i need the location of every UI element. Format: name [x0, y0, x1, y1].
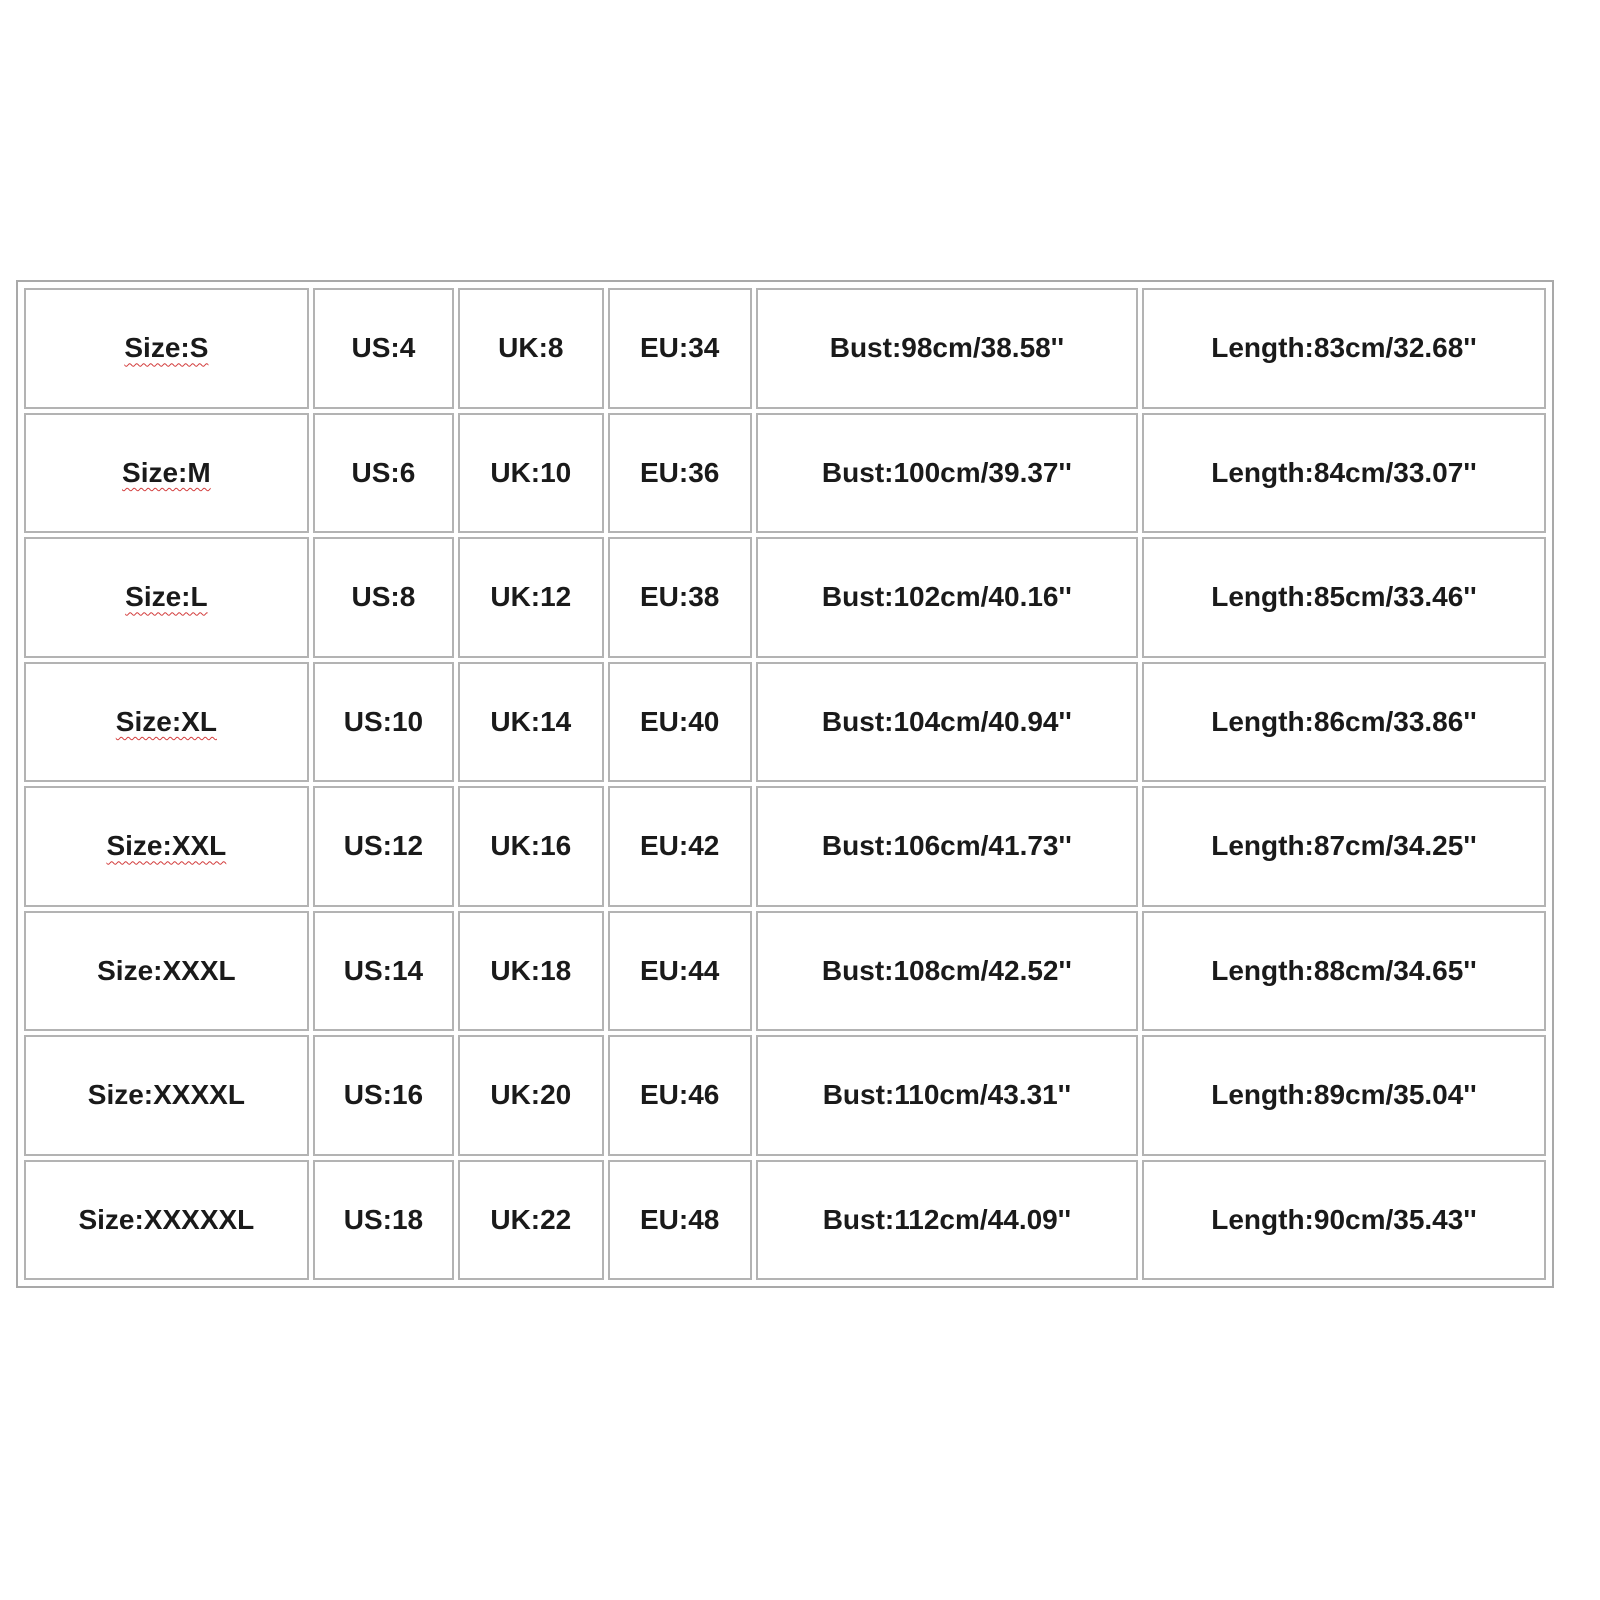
table-row [24, 1160, 1546, 1281]
uk-size-cell: UK:20 [458, 1035, 603, 1156]
size-label: Size:L [125, 581, 208, 613]
bust-cell: Bust:112cm/44.09'' [756, 1160, 1138, 1281]
table-row [24, 662, 1546, 783]
length-cell: Length:89cm/35.04'' [1142, 1035, 1546, 1156]
us-size-cell: US:4 [313, 288, 454, 409]
bust-cell: Bust:102cm/40.16'' [756, 537, 1138, 658]
size-label: Size:M [122, 456, 211, 488]
table-row [24, 786, 1546, 907]
eu-size-cell: EU:46 [608, 1035, 752, 1156]
size-cell [24, 911, 309, 1032]
size-cell [24, 1035, 309, 1156]
size-label: Size:XXL [106, 830, 227, 862]
us-size-cell: US:14 [313, 911, 454, 1032]
uk-size-cell: UK:18 [458, 911, 603, 1032]
length-cell: Length:85cm/33.46'' [1142, 537, 1546, 658]
uk-size-cell: UK:10 [458, 413, 603, 534]
length-cell: Length:90cm/35.43'' [1142, 1160, 1546, 1281]
us-size-cell: US:18 [313, 1160, 454, 1281]
eu-size-cell: EU:34 [608, 288, 752, 409]
table-row [24, 537, 1546, 658]
size-label: Size:XXXXL [87, 1079, 245, 1111]
bust-cell: Bust:100cm/39.37'' [756, 413, 1138, 534]
eu-size-cell: EU:36 [608, 413, 752, 534]
size-chart-table [20, 284, 1550, 1284]
size-cell [24, 537, 309, 658]
size-cell [24, 1160, 309, 1281]
table-row [24, 911, 1546, 1032]
size-cell [24, 662, 309, 783]
uk-size-cell: UK:14 [458, 662, 603, 783]
bust-cell: Bust:104cm/40.94'' [756, 662, 1138, 783]
size-label: Size:XXXL [97, 954, 236, 986]
bust-cell: Bust:106cm/41.73'' [756, 786, 1138, 907]
us-size-cell: US:6 [313, 413, 454, 534]
size-label: Size:S [124, 332, 209, 364]
size-label: Size:XXXXXL [78, 1203, 255, 1235]
length-cell: Length:83cm/32.68'' [1142, 288, 1546, 409]
size-label: Size:XL [115, 705, 217, 737]
table-row [24, 288, 1546, 409]
length-cell: Length:88cm/34.65'' [1142, 911, 1546, 1032]
size-cell [24, 786, 309, 907]
length-cell: Length:84cm/33.07'' [1142, 413, 1546, 534]
us-size-cell: US:12 [313, 786, 454, 907]
length-cell: Length:86cm/33.86'' [1142, 662, 1546, 783]
table-row [24, 413, 1546, 534]
bust-cell: Bust:110cm/43.31'' [756, 1035, 1138, 1156]
table-row [24, 1035, 1546, 1156]
eu-size-cell: EU:42 [608, 786, 752, 907]
eu-size-cell: EU:48 [608, 1160, 752, 1281]
eu-size-cell: EU:44 [608, 911, 752, 1032]
length-cell: Length:87cm/34.25'' [1142, 786, 1546, 907]
uk-size-cell: UK:22 [458, 1160, 603, 1281]
bust-cell: Bust:98cm/38.58'' [756, 288, 1138, 409]
bust-cell: Bust:108cm/42.52'' [756, 911, 1138, 1032]
us-size-cell: US:10 [313, 662, 454, 783]
size-chart [16, 280, 1554, 1288]
uk-size-cell: UK:12 [458, 537, 603, 658]
eu-size-cell: EU:38 [608, 537, 752, 658]
size-cell [24, 288, 309, 409]
us-size-cell: US:16 [313, 1035, 454, 1156]
uk-size-cell: UK:8 [458, 288, 603, 409]
size-cell [24, 413, 309, 534]
uk-size-cell: UK:16 [458, 786, 603, 907]
us-size-cell: US:8 [313, 537, 454, 658]
eu-size-cell: EU:40 [608, 662, 752, 783]
